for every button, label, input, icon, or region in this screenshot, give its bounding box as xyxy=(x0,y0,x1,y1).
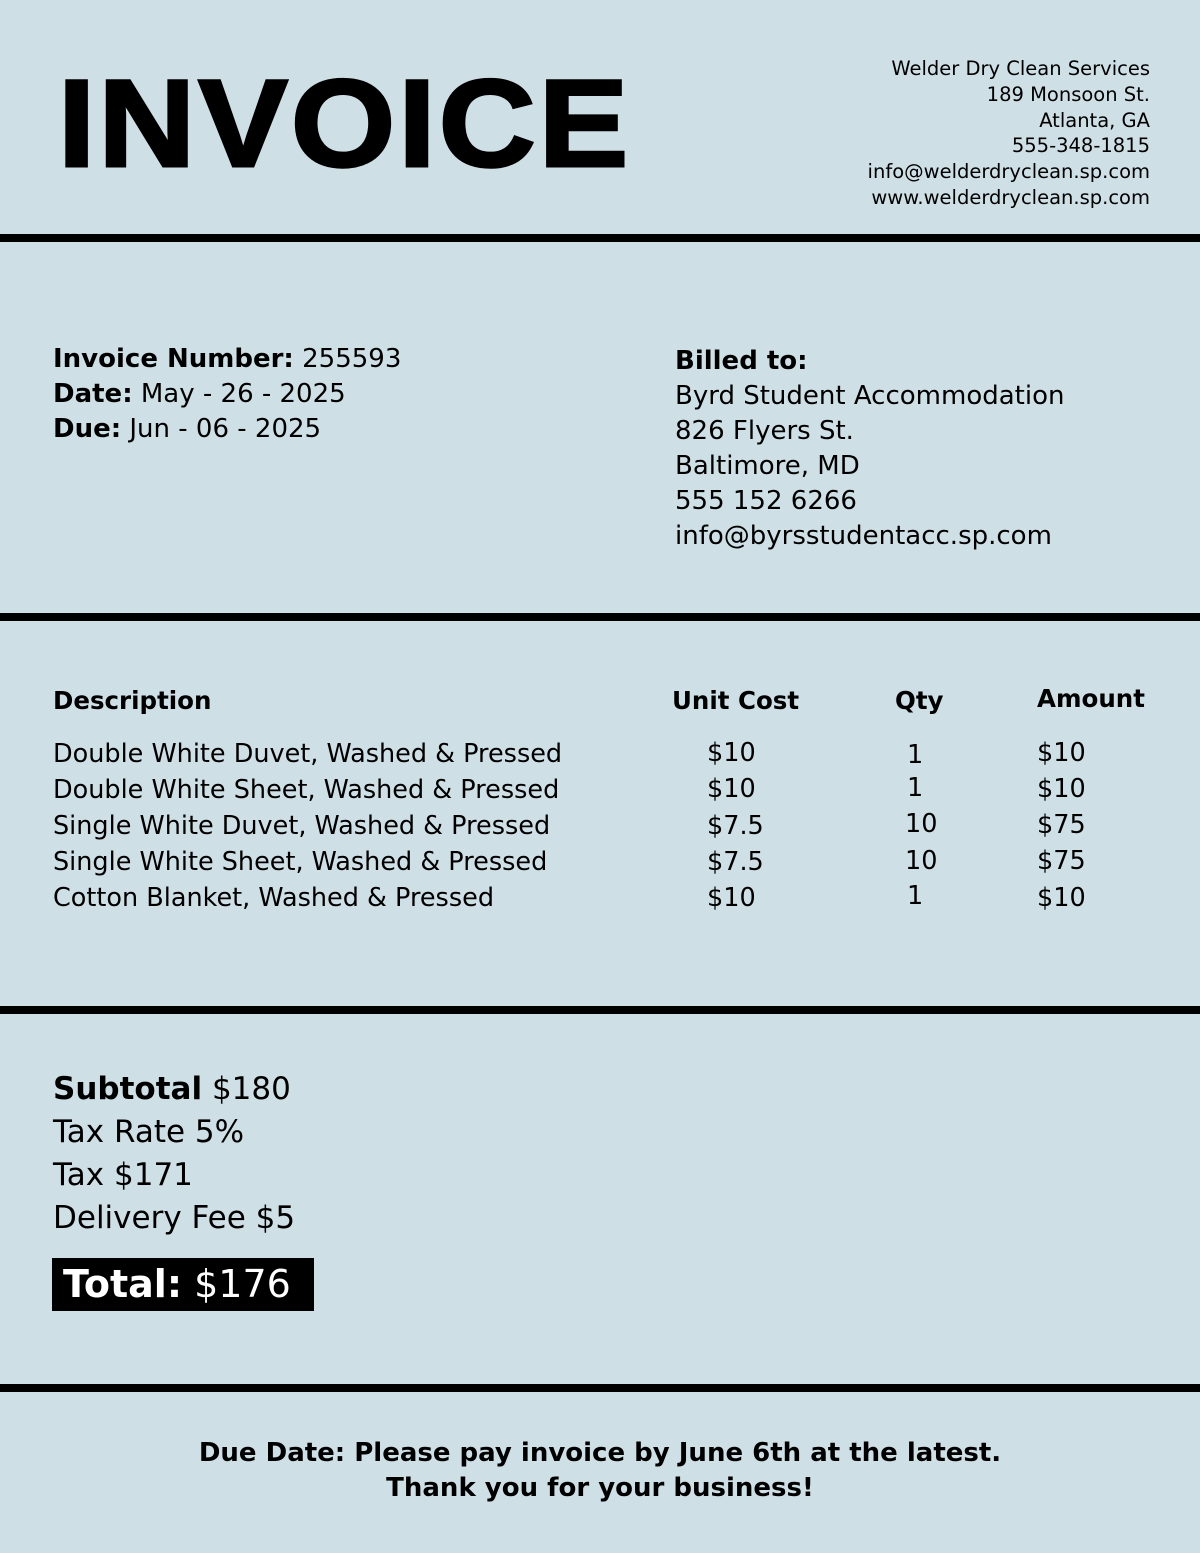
subtotal-line xyxy=(53,1068,295,1111)
tax-rate-line: Tax Rate 5% xyxy=(53,1114,245,1150)
invoice-due-value: Jun - 06 - 2025 xyxy=(129,414,322,444)
billed-to-name: Byrd Student Accommodation xyxy=(675,381,1065,411)
billed-to-street: 826 Flyers St. xyxy=(675,416,854,446)
invoice-number-value: 255593 xyxy=(302,344,402,374)
invoice-title: INVOICE xyxy=(58,55,632,193)
total-label: Total: xyxy=(63,1262,183,1306)
footer-due-date: Due Date: Please pay invoice by June 6th at the latest. xyxy=(198,1438,1002,1468)
row-qty: 1 xyxy=(907,773,924,803)
invoice-date-value: May - 26 - 2025 xyxy=(140,379,346,409)
tax-line: Tax $171 xyxy=(53,1157,193,1193)
row-amount: $75 xyxy=(1037,846,1086,876)
divider-info xyxy=(0,613,1200,621)
billed-to-email: info@byrsstudentacc.sp.com xyxy=(675,521,1052,551)
row-amount: $10 xyxy=(1037,883,1086,913)
invoice-info xyxy=(53,342,401,447)
company-phone: 555-348-1815 xyxy=(1011,134,1150,158)
row-qty: 10 xyxy=(905,809,938,839)
billed-to-block xyxy=(675,344,1064,554)
column-header-amount: Amount xyxy=(1037,684,1145,713)
company-name: Welder Dry Clean Services xyxy=(891,57,1150,80)
delivery-fee-line: Delivery Fee $5 xyxy=(53,1200,296,1236)
footer-note xyxy=(0,1436,1200,1506)
row-description: Double White Sheet, Washed & Pressed xyxy=(53,775,560,805)
row-qty: 1 xyxy=(907,740,924,770)
row-description: Single White Sheet, Washed & Pressed xyxy=(53,847,548,877)
invoice-number-label: Invoice Number: xyxy=(53,344,294,374)
footer-thanks: Thank you for your business! xyxy=(386,1473,814,1503)
row-qty: 10 xyxy=(905,846,938,876)
row-unit-cost: $7.5 xyxy=(707,847,764,877)
row-unit-cost: $10 xyxy=(707,774,756,804)
invoice-due-line xyxy=(53,412,401,447)
row-description: Single White Duvet, Washed & Pressed xyxy=(53,811,551,841)
total-badge xyxy=(52,1258,314,1311)
subtotal-value: $180 xyxy=(211,1071,291,1107)
row-amount: $10 xyxy=(1037,738,1086,768)
row-description: Double White Duvet, Washed & Pressed xyxy=(53,739,563,769)
invoice-date-line xyxy=(53,377,401,412)
divider-header xyxy=(0,234,1200,242)
column-header-unit-cost: Unit Cost xyxy=(672,686,800,715)
totals-block xyxy=(53,1068,295,1240)
billed-to-phone: 555 152 6266 xyxy=(675,486,857,516)
billed-to-city: Baltimore, MD xyxy=(675,451,860,481)
company-details xyxy=(868,56,1150,211)
row-amount: $75 xyxy=(1037,810,1086,840)
row-unit-cost: $10 xyxy=(707,738,756,768)
invoice-due-label: Due: xyxy=(53,414,122,444)
invoice-date-label: Date: xyxy=(53,379,133,409)
company-city: Atlanta, GA xyxy=(1039,108,1150,132)
divider-totals xyxy=(0,1384,1200,1392)
total-value: $176 xyxy=(194,1262,291,1306)
company-street: 189 Monsoon St. xyxy=(986,82,1150,106)
company-email: info@welderdryclean.sp.com xyxy=(867,160,1150,184)
subtotal-label: Subtotal xyxy=(53,1071,203,1107)
column-header-description: Description xyxy=(53,686,212,715)
row-description: Cotton Blanket, Washed & Pressed xyxy=(53,883,495,913)
company-website: www.welderdryclean.sp.com xyxy=(871,185,1150,209)
billed-to-label: Billed to: xyxy=(675,346,808,376)
row-amount: $10 xyxy=(1037,774,1086,804)
divider-table xyxy=(0,1006,1200,1014)
row-unit-cost: $7.5 xyxy=(707,811,764,841)
column-header-qty: Qty xyxy=(895,686,944,715)
row-qty: 1 xyxy=(907,881,924,911)
invoice-number-line xyxy=(53,342,401,377)
row-unit-cost: $10 xyxy=(707,883,756,913)
